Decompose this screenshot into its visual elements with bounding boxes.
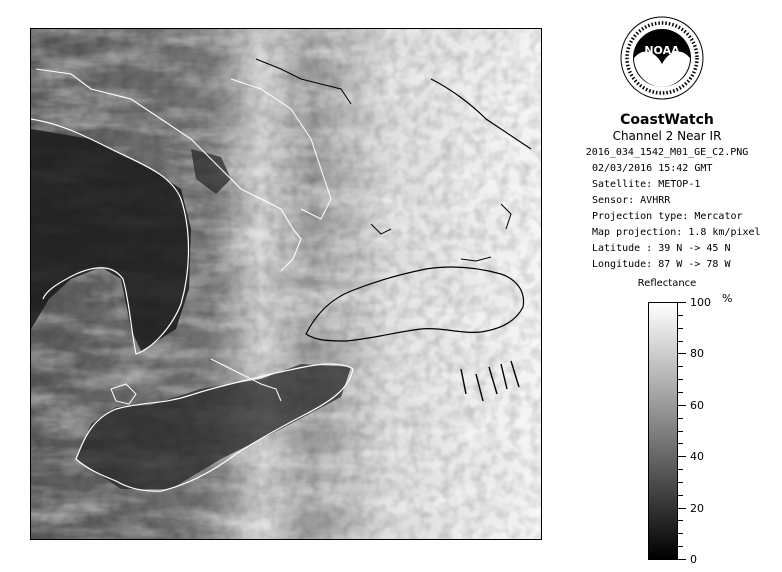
sensor: Sensor: AVHRR	[592, 195, 671, 206]
scale-tick	[678, 302, 686, 303]
satellite: Satellite: METOP-1	[592, 179, 701, 190]
scale-tick	[678, 469, 683, 470]
filename: 2016_034_1542_M01_GE_C2.PNG	[585, 147, 749, 158]
longitude-range: Longitude: 87 W -> 78 W	[592, 259, 731, 270]
map-canvas	[31, 29, 542, 540]
scale-tick-label: 80	[690, 347, 704, 361]
scale-tick	[678, 508, 686, 509]
scale-tick-label: 100	[690, 296, 711, 309]
info-panel	[562, 10, 772, 566]
channel-subtitle: Channel 2 Near IR	[612, 129, 722, 143]
scale-tick	[678, 341, 683, 342]
scale-tick	[678, 405, 686, 406]
satellite-map	[30, 28, 542, 540]
scale-tick	[678, 533, 683, 534]
scale-tick	[678, 456, 686, 457]
scale-tick	[678, 418, 683, 419]
scale-tick-label: 40	[690, 450, 704, 464]
projection-type: Projection type: Mercator	[592, 211, 743, 222]
scale-tick	[678, 559, 686, 560]
scale-label: Reflectance	[637, 278, 697, 289]
scale-tick-label: 0	[690, 553, 697, 566]
scale-unit: %	[722, 292, 733, 305]
scale-tick	[678, 366, 683, 367]
map-projection: Map projection: 1.8 km/pixel	[592, 227, 761, 238]
scale-tick	[678, 546, 683, 547]
scale-tick-label: 20	[690, 501, 704, 515]
scale-tick	[678, 379, 683, 380]
scale-tick	[678, 495, 683, 496]
scale-tick	[678, 353, 686, 354]
datetime: 02/03/2016 15:42 GMT	[592, 163, 713, 174]
latitude-range: Latitude : 39 N -> 45 N	[592, 243, 731, 254]
product-title: CoastWatch	[620, 112, 714, 128]
scale-tick	[678, 443, 683, 444]
scale-tick	[678, 482, 683, 483]
logo-text: NOAA	[644, 44, 680, 57]
scale-tick	[678, 328, 683, 329]
reflectance-colorbar	[648, 302, 678, 560]
scale-tick-label: 60	[690, 398, 704, 412]
scale-tick	[678, 315, 683, 316]
noaa-logo	[620, 16, 704, 100]
scale-tick	[678, 392, 683, 393]
scale-tick	[678, 431, 683, 432]
scale-tick	[678, 520, 683, 521]
